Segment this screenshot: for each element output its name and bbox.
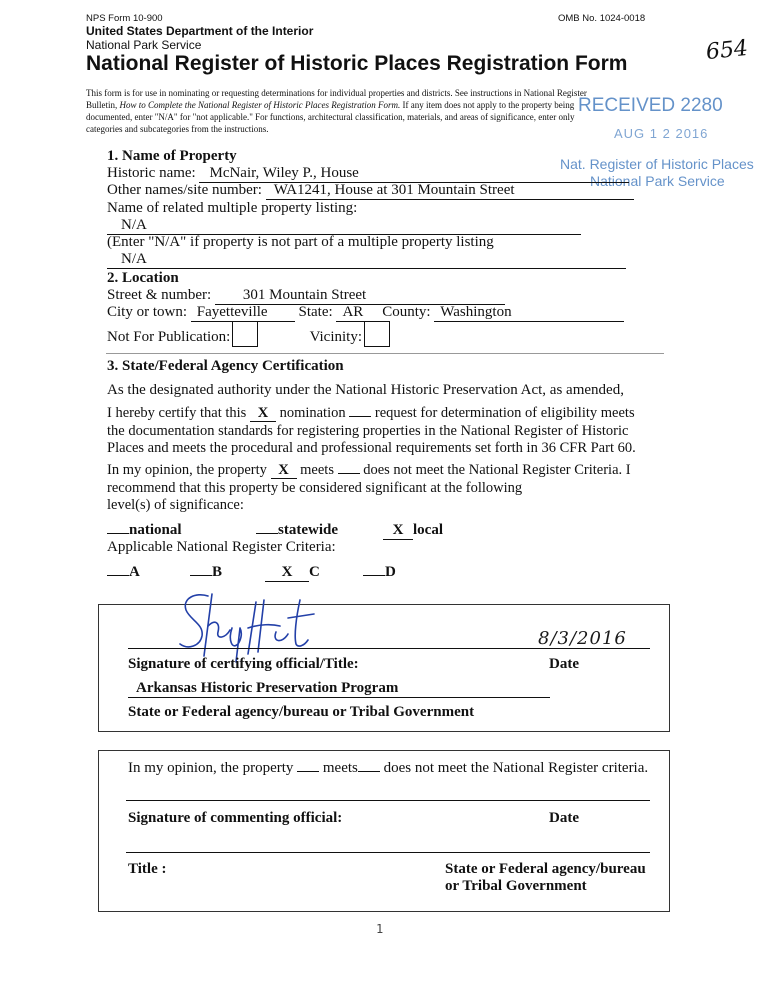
enter-na-note: (Enter "N/A" if property is not part of a multiple property listing xyxy=(107,234,494,250)
other-names-row xyxy=(107,182,634,200)
instructions xyxy=(86,87,587,135)
commenter-agency-label: State or Federal agency/bureau xyxy=(445,861,646,877)
other-names-field[interactable] xyxy=(266,183,634,200)
criterion-b-label: B xyxy=(212,564,223,580)
historic-name-row xyxy=(107,165,629,183)
form-title: National Register of Historic Places Registration Form xyxy=(86,52,628,75)
street-value: 301 Mountain Street xyxy=(242,287,367,303)
commenter-opinion-text: does not meet the National Register criteria. xyxy=(383,760,649,776)
criterion-a-field[interactable] xyxy=(107,575,129,576)
level-local xyxy=(383,522,443,540)
section1-heading: 1. Name of Property xyxy=(107,148,237,164)
agency-field[interactable] xyxy=(128,681,550,698)
meets-mark-field[interactable] xyxy=(271,463,297,479)
city-row xyxy=(107,304,624,322)
divider xyxy=(106,353,664,354)
county-field[interactable] xyxy=(434,305,624,322)
local-mark: X xyxy=(392,522,404,538)
commenter-meets-field[interactable] xyxy=(297,771,319,772)
opinion-statement xyxy=(107,462,631,515)
local-label: local xyxy=(413,522,443,538)
agency-value: Arkansas Historic Preservation Program xyxy=(136,680,399,696)
section2-heading: 2. Location xyxy=(107,270,179,286)
street-field[interactable] xyxy=(215,288,505,305)
handwritten-number: 654 xyxy=(704,35,750,66)
vicinity-checkbox[interactable] xyxy=(364,321,390,347)
historic-name-label: Historic name: xyxy=(107,165,196,181)
street-row xyxy=(107,287,505,305)
not-meet-mark-field[interactable] xyxy=(338,473,360,474)
agency-row xyxy=(128,680,550,698)
commenter-title-label: Title : xyxy=(128,861,167,877)
instructions-line: documented, enter "N/A" for "not applicable." For functions, architectural classification, materials, and areas of significance, enter only xyxy=(86,112,575,122)
historic-name-value: McNair, Wiley P., House xyxy=(209,165,359,181)
instructions-text: Bulletin, xyxy=(86,100,120,110)
signed-date: 8/3/2016 xyxy=(538,628,627,649)
related-listing-label: Name of related multiple property listing: xyxy=(107,200,358,216)
enter-na-value: N/A xyxy=(121,251,147,267)
related-listing-field[interactable] xyxy=(107,218,581,235)
nomination-mark: X xyxy=(257,405,269,421)
stamp-service: National Park Service xyxy=(590,173,725,189)
statewide-label: statewide xyxy=(278,522,338,538)
city-label: City or town: xyxy=(107,304,188,320)
related-listing-value: N/A xyxy=(121,217,147,233)
historic-name-field[interactable] xyxy=(199,166,629,183)
not-for-publication-label: Not For Publication: xyxy=(107,329,231,345)
commenter-date-label: Date xyxy=(549,810,579,826)
certify-text: request for determination of eligibility meets xyxy=(374,405,635,421)
county-label: County: xyxy=(382,304,431,320)
commenter-signature-label: Signature of commenting official: xyxy=(128,810,343,826)
certifying-signature xyxy=(168,588,348,663)
criterion-d xyxy=(363,564,396,581)
certification-line xyxy=(107,405,636,423)
certification-line: the documentation standards for registering properties in the National Register of Historic xyxy=(107,422,629,439)
opinion-line xyxy=(107,462,631,480)
criteria-label: Applicable National Register Criteria: xyxy=(107,539,336,555)
criterion-d-field[interactable] xyxy=(363,575,385,576)
request-mark-field[interactable] xyxy=(349,416,371,417)
nomination-mark-field[interactable] xyxy=(250,406,276,422)
city-field[interactable] xyxy=(191,305,295,322)
related-listing-row xyxy=(107,217,581,235)
commenter-opinion xyxy=(128,760,648,777)
criterion-a xyxy=(107,564,140,581)
state-value: AR xyxy=(342,304,364,320)
certifying-signature-label: Signature of certifying official/Title: xyxy=(128,656,359,672)
criterion-c xyxy=(265,564,320,582)
commenter-meets-label: meets xyxy=(322,760,358,776)
other-names-value: WA1241, House at 301 Mountain Street xyxy=(273,182,515,198)
criterion-c-label: C xyxy=(309,564,320,580)
certify-text: I hereby certify that this xyxy=(107,405,247,421)
meets-mark: X xyxy=(278,462,289,478)
related-listing-label-row xyxy=(107,200,357,217)
commenter-not-meet-field[interactable] xyxy=(358,771,380,772)
opinion-line: recommend that this property be considered significant at the following xyxy=(107,479,523,496)
agency-label: State or Federal agency/bureau or Tribal Government xyxy=(128,704,475,720)
omb-number: OMB No. 1024-0018 xyxy=(558,13,646,24)
meets-label: meets xyxy=(300,462,334,478)
national-mark-field[interactable] xyxy=(107,533,129,534)
state-field[interactable] xyxy=(336,305,378,322)
state-label: State: xyxy=(298,304,333,320)
certifying-date-label: Date xyxy=(549,656,579,672)
commenter-signature-line xyxy=(126,800,650,801)
street-label: Street & number: xyxy=(107,287,212,303)
criterion-c-mark: X xyxy=(281,564,293,580)
local-mark-field[interactable] xyxy=(383,523,413,540)
criterion-c-field[interactable] xyxy=(265,565,309,582)
nomination-label: nomination xyxy=(279,405,346,421)
stamp-register: Nat. Register of Historic Places xyxy=(560,156,754,172)
enter-na-field[interactable] xyxy=(107,252,626,269)
not-for-publication-checkbox[interactable] xyxy=(232,321,258,347)
bulletin-title: How to Complete the National Register of Historic Places Registration Form. xyxy=(119,100,401,110)
instructions-line xyxy=(86,99,587,111)
instructions-line: This form is for use in nominating or requesting determinations for individual properties and districts. See instructions in National Register xyxy=(86,88,587,98)
stamp-date: AUG 1 2 2016 xyxy=(614,126,709,141)
commenter-opinion-text: In my opinion, the property xyxy=(128,760,294,776)
commenter-agency-label-2: or Tribal Government xyxy=(445,878,587,894)
city-value: Fayetteville xyxy=(196,304,268,320)
commenter-title-line xyxy=(126,852,650,853)
department-name: United States Department of the Interior xyxy=(86,24,314,38)
form-number: NPS Form 10-900 xyxy=(86,13,163,24)
national-label: national xyxy=(129,522,182,538)
opinion-line: level(s) of significance: xyxy=(107,497,244,513)
service-name: National Park Service xyxy=(86,38,202,52)
authority-statement: As the designated authority under the National Historic Preservation Act, as amended, xyxy=(107,382,624,398)
page-number: 1 xyxy=(376,922,384,936)
other-names-label: Other names/site number: xyxy=(107,182,262,198)
section3-heading: 3. State/Federal Agency Certification xyxy=(107,358,344,374)
county-value: Washington xyxy=(440,304,512,320)
instructions-text: If any item does not apply to the property being xyxy=(400,100,575,110)
statewide-mark-field[interactable] xyxy=(256,533,278,534)
level-statewide xyxy=(256,522,338,539)
publication-row xyxy=(107,321,390,347)
criterion-b-field[interactable] xyxy=(190,575,212,576)
vicinity-label: Vicinity: xyxy=(309,329,363,345)
certification-statement xyxy=(107,405,636,458)
opinion-text: In my opinion, the property xyxy=(107,462,267,478)
instructions-line: categories and subcategories from the instructions. xyxy=(86,124,269,134)
criterion-d-label: D xyxy=(385,564,396,580)
received-stamp: RECEIVED 2280 xyxy=(578,95,723,116)
enter-na-row xyxy=(107,251,626,269)
certification-line: Places and meets the procedural and professional requirements set forth in 36 CFR Part 60. xyxy=(107,440,636,456)
criterion-a-label: A xyxy=(129,564,140,580)
level-national xyxy=(107,522,182,539)
opinion-text: does not meet the National Register Criteria. I xyxy=(363,462,631,478)
criterion-b xyxy=(190,564,222,581)
